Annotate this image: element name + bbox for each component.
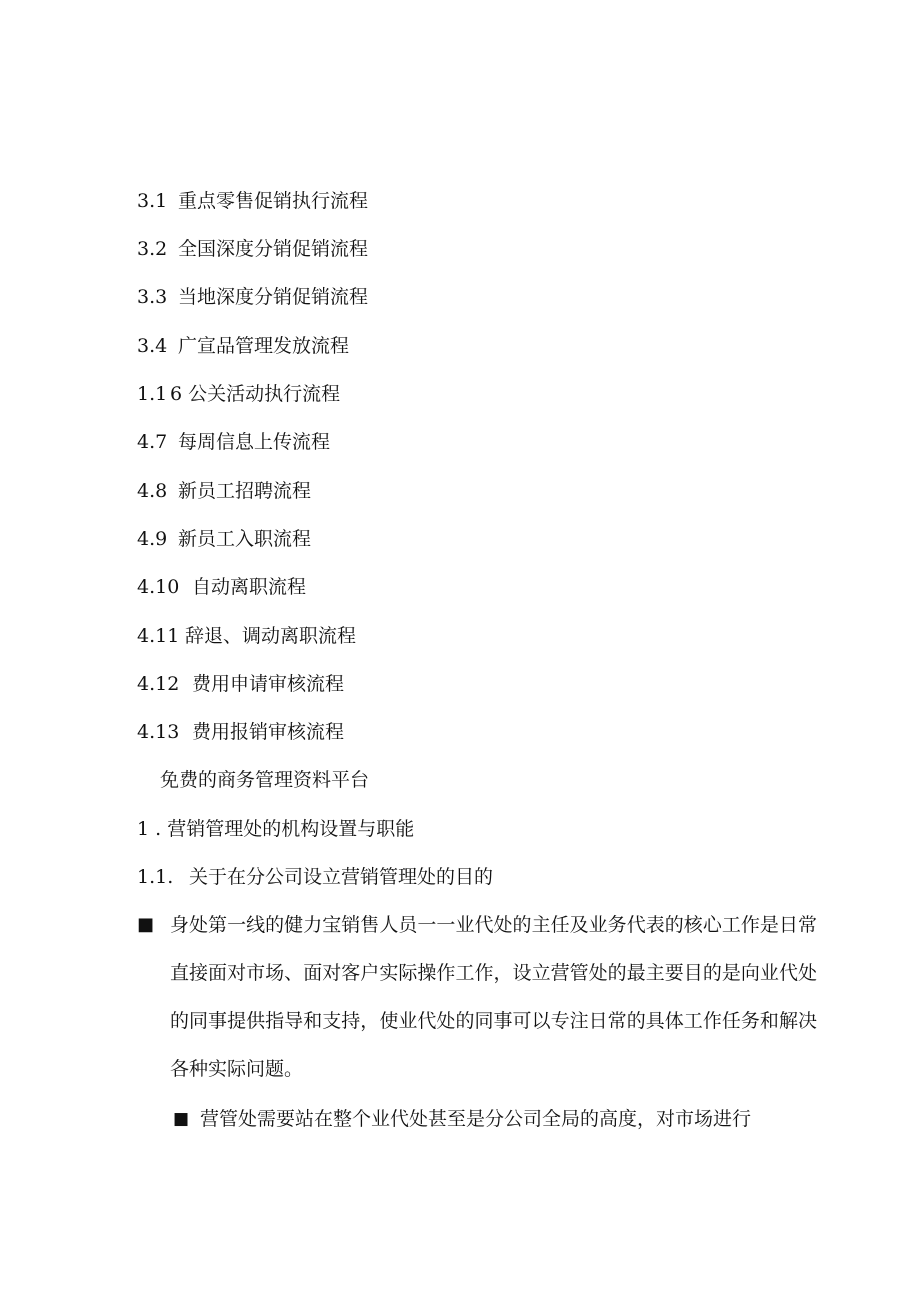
toc-entry xyxy=(137,187,368,215)
platform-note: 免费的商务管理资料平台 xyxy=(160,769,370,791)
toc-entry xyxy=(137,380,340,408)
bullet-paragraph xyxy=(173,1099,813,1139)
toc-entry-number: 3.4 xyxy=(137,335,168,357)
section-heading: 1 . 营销管理处的机构设置与职能 xyxy=(137,818,415,840)
bullet-text: 营管处需要站在整个业代处甚至是分公司全局的高度，对市场进行 xyxy=(200,1108,752,1130)
toc-entry-number: 4.13 xyxy=(137,721,180,743)
toc-entry-title: 当地深度分销促销流程 xyxy=(178,286,369,308)
toc-entry-number: 4.12 xyxy=(137,673,180,695)
toc-entry xyxy=(137,283,368,311)
toc-entry-title: 新员工招聘流程 xyxy=(178,480,312,502)
toc-entry-title: 费用申请审核流程 xyxy=(192,673,345,695)
toc-entry-number: 4.9 xyxy=(137,528,168,550)
toc-entry-number: 3.2 xyxy=(137,238,168,260)
toc-entry xyxy=(137,235,368,263)
toc-entry-title: 辞退、调动离职流程 xyxy=(185,625,357,647)
toc-entry xyxy=(137,428,330,456)
toc-entry-title: 费用报销审核流程 xyxy=(192,721,345,743)
toc-entry-number: 4.11 xyxy=(137,625,180,647)
toc-entry-number: 3.3 xyxy=(137,286,168,308)
toc-entry-title: 重点零售促销执行流程 xyxy=(178,190,369,212)
toc-entry-number: 4.7 xyxy=(137,431,168,453)
toc-entry-number: 3.1 xyxy=(137,190,168,212)
toc-entry-title: 广宣品管理发放流程 xyxy=(178,335,350,357)
toc-entry-number: 4.8 xyxy=(137,480,168,502)
subsection-number: 1.1. xyxy=(137,866,174,888)
bullet-text: 身处第一线的健力宝销售人员一一业代处的主任及业务代表的核心工作是日常直接面对市场、面对客户实际操作工作，设立营管处的最主要目的是向业代处的同事提供指导和支持，使业代处的同事可以专注日常的具体工作任务和解决各种实际问题。 xyxy=(170,914,817,1080)
toc-entry xyxy=(137,525,311,553)
square-bullet-icon: ■ xyxy=(137,914,155,935)
toc-entry-title: 每周信息上传流程 xyxy=(178,431,331,453)
toc-entry-title: 6 公关活动执行流程 xyxy=(170,383,341,405)
bullet-paragraph xyxy=(137,901,817,1093)
subsection-title: 关于在分公司设立营销管理处的目的 xyxy=(189,866,494,888)
toc-entry-number: 1.1 xyxy=(137,383,168,405)
square-bullet-icon: ■ xyxy=(173,1109,190,1129)
toc-entry xyxy=(137,718,344,746)
toc-entry-title: 自动离职流程 xyxy=(192,576,307,598)
toc-entry-number: 4.10 xyxy=(137,576,180,598)
toc-entry xyxy=(137,477,311,505)
toc-entry-title: 全国深度分销促销流程 xyxy=(178,238,369,260)
toc-entry xyxy=(137,622,356,650)
toc-entry-title: 新员工入职流程 xyxy=(178,528,312,550)
toc-entry xyxy=(137,332,349,360)
toc-entry xyxy=(137,670,344,698)
toc-entry xyxy=(137,573,306,601)
subsection-heading xyxy=(137,863,493,891)
